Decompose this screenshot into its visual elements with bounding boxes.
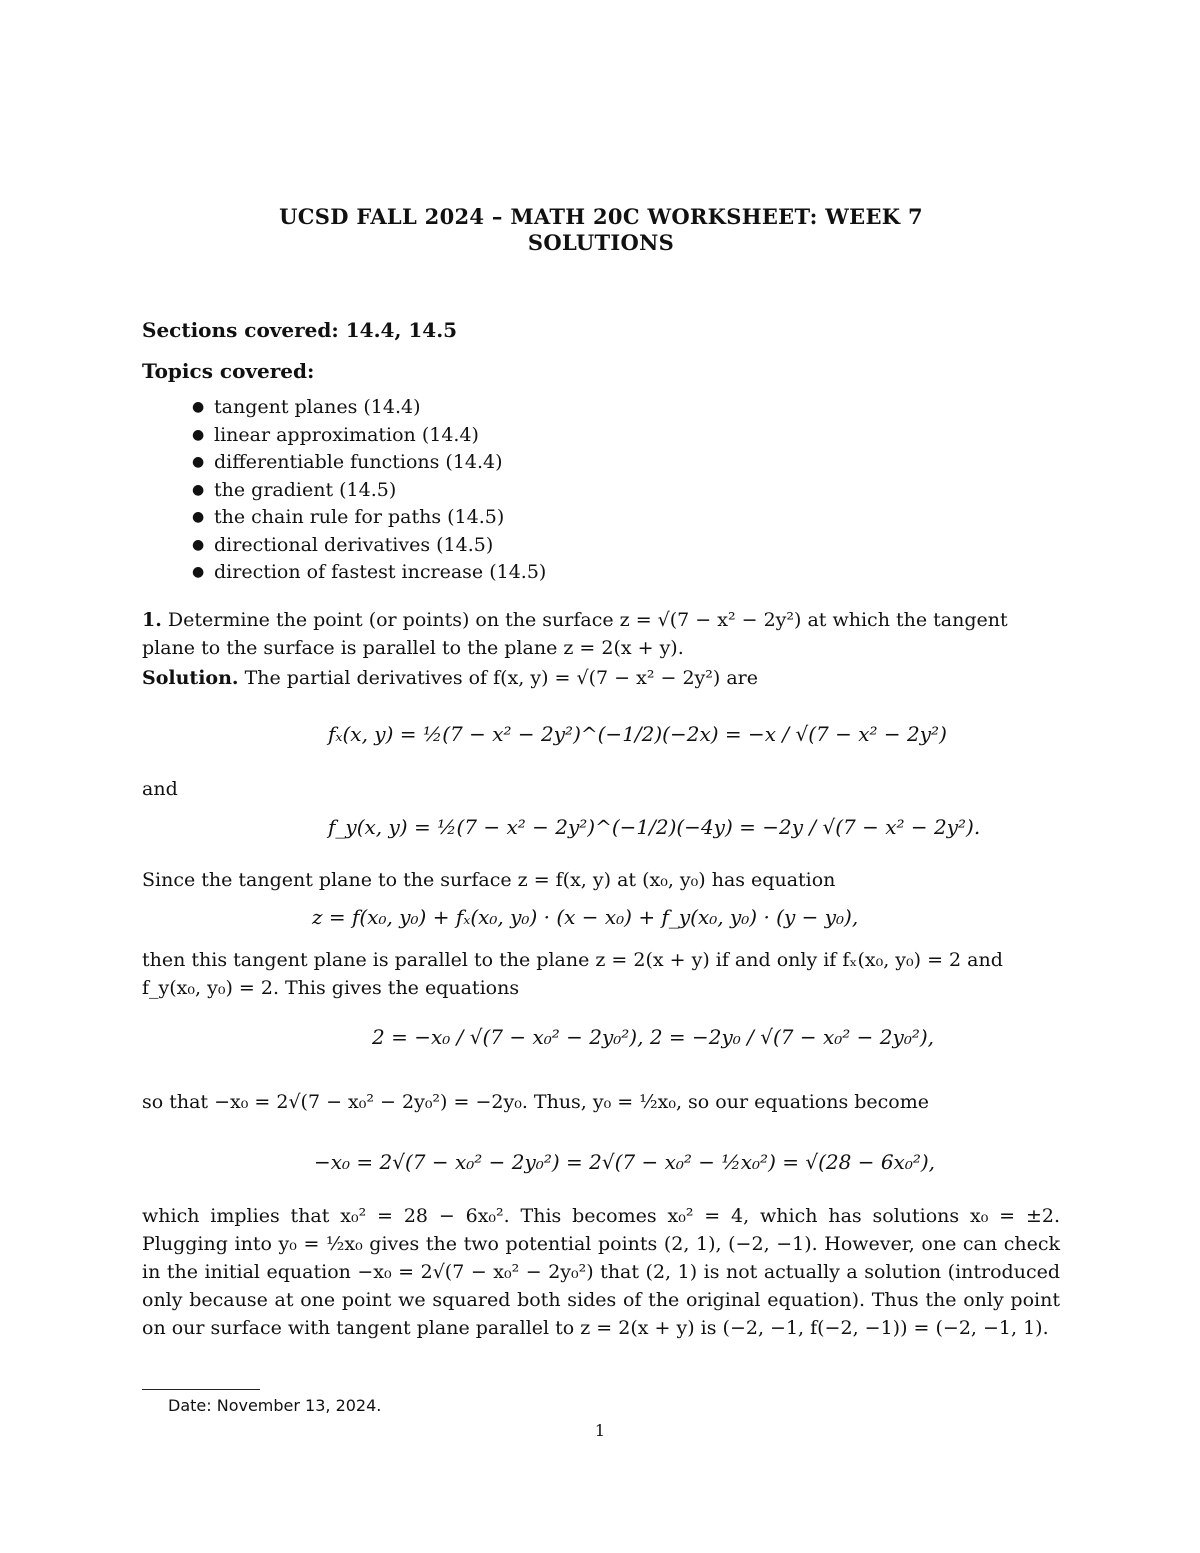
bullet-icon: ● xyxy=(192,426,205,443)
equation-fx: fₓ(x, y) = ½(7 − x² − 2y²)^(−1/2)(−2x) = −x / √(7 − x² − 2y²) xyxy=(328,722,947,746)
problem-statement xyxy=(142,606,1060,662)
bullet-icon: ● xyxy=(192,564,205,580)
topics-heading: Topics covered: xyxy=(142,359,315,383)
so-that-text: so that −x₀ = 2√(7 − x₀² − 2y₀²) = −2y₀. Thus, y₀ = ½x₀, so our equations become xyxy=(142,1091,929,1113)
solution-label: Solution. xyxy=(142,667,239,689)
equation-tangent-plane: z = f(x₀, y₀) + fₓ(x₀, y₀) · (x − x₀) + f_y(x₀, y₀) · (y − y₀), xyxy=(312,905,859,929)
sections-covered: Sections covered: 14.4, 14.5 xyxy=(142,318,458,342)
parallel-condition: then this tangent plane is parallel to the plane z = 2(x + y) if and only if fₓ(x₀, y₀) = 2 and f_y(x₀, y₀) = 2. This gives the equations xyxy=(142,949,1003,999)
topic-item: ● directional derivatives (14.5) xyxy=(192,532,546,560)
footnote-date: Date: November 13, 2024. xyxy=(168,1396,382,1415)
solution-intro-text: The partial derivatives of f(x, y) = √(7 − x² − 2y²) are xyxy=(244,667,758,689)
bullet-icon: ● xyxy=(192,454,205,470)
solution-intro xyxy=(142,664,1060,692)
topic-item: ● the gradient (14.5) xyxy=(192,477,546,505)
bullet-icon: ● xyxy=(192,481,205,498)
bullet-icon: ● xyxy=(192,399,205,415)
topics-list xyxy=(192,394,546,587)
document-title xyxy=(142,204,1060,256)
topic-item: ● tangent planes (14.4) xyxy=(192,394,546,422)
and-text: and xyxy=(142,778,178,800)
equation-fy: f_y(x, y) = ½(7 − x² − 2y²)^(−1/2)(−4y) = −2y / √(7 − x² − 2y²). xyxy=(328,815,981,839)
bullet-icon: ● xyxy=(192,536,205,553)
topic-item: ● linear approximation (14.4) xyxy=(192,422,546,450)
title-line-1: UCSD FALL 2024 – MATH 20C WORKSHEET: WEEK 7 xyxy=(279,204,923,229)
page-number: 1 xyxy=(594,1421,606,1440)
equation-system: 2 = −x₀ / √(7 − x₀² − 2y₀²), 2 = −2y₀ / √(7 − x₀² − 2y₀²), xyxy=(372,1025,935,1049)
equation-reduced: −x₀ = 2√(7 − x₀² − 2y₀²) = 2√(7 − x₀² − ½x₀²) = √(28 − 6x₀²), xyxy=(314,1150,936,1174)
problem-text: Determine the point (or points) on the surface z = √(7 − x² − 2y²) at which the tangent plane to the surface is parallel to the plane z = 2(x + y). xyxy=(142,609,1008,659)
bullet-icon: ● xyxy=(192,509,205,525)
conclusion-paragraph: which implies that x₀² = 28 − 6x₀². This becomes x₀² = 4, which has solutions x₀ = ±2. Plugging into y₀ = ½x₀ gives the two potential points (2, 1), (−2, −1). However, one can check in the initial equation −x₀ = 2√(7 − x₀² − 2y₀²) that (2, 1) is not actually a solution (introduced only because at one point we squared both sides of the original equation). Thus the only point on our surface with tangent plane parallel to z = 2(x + y) is (−2, −1, f(−2, −1)) = (−2, −1, 1). xyxy=(142,1205,1060,1339)
tangent-plane-intro: Since the tangent plane to the surface z = f(x, y) at (x₀, y₀) has equation xyxy=(142,869,836,891)
footnote-divider xyxy=(142,1389,260,1390)
title-line-2: SOLUTIONS xyxy=(527,230,675,255)
topic-item: ● direction of fastest increase (14.5) xyxy=(192,559,546,587)
topic-item: ● the chain rule for paths (14.5) xyxy=(192,504,546,532)
topic-item: ● differentiable functions (14.4) xyxy=(192,449,546,477)
problem-number: 1. xyxy=(142,609,162,631)
